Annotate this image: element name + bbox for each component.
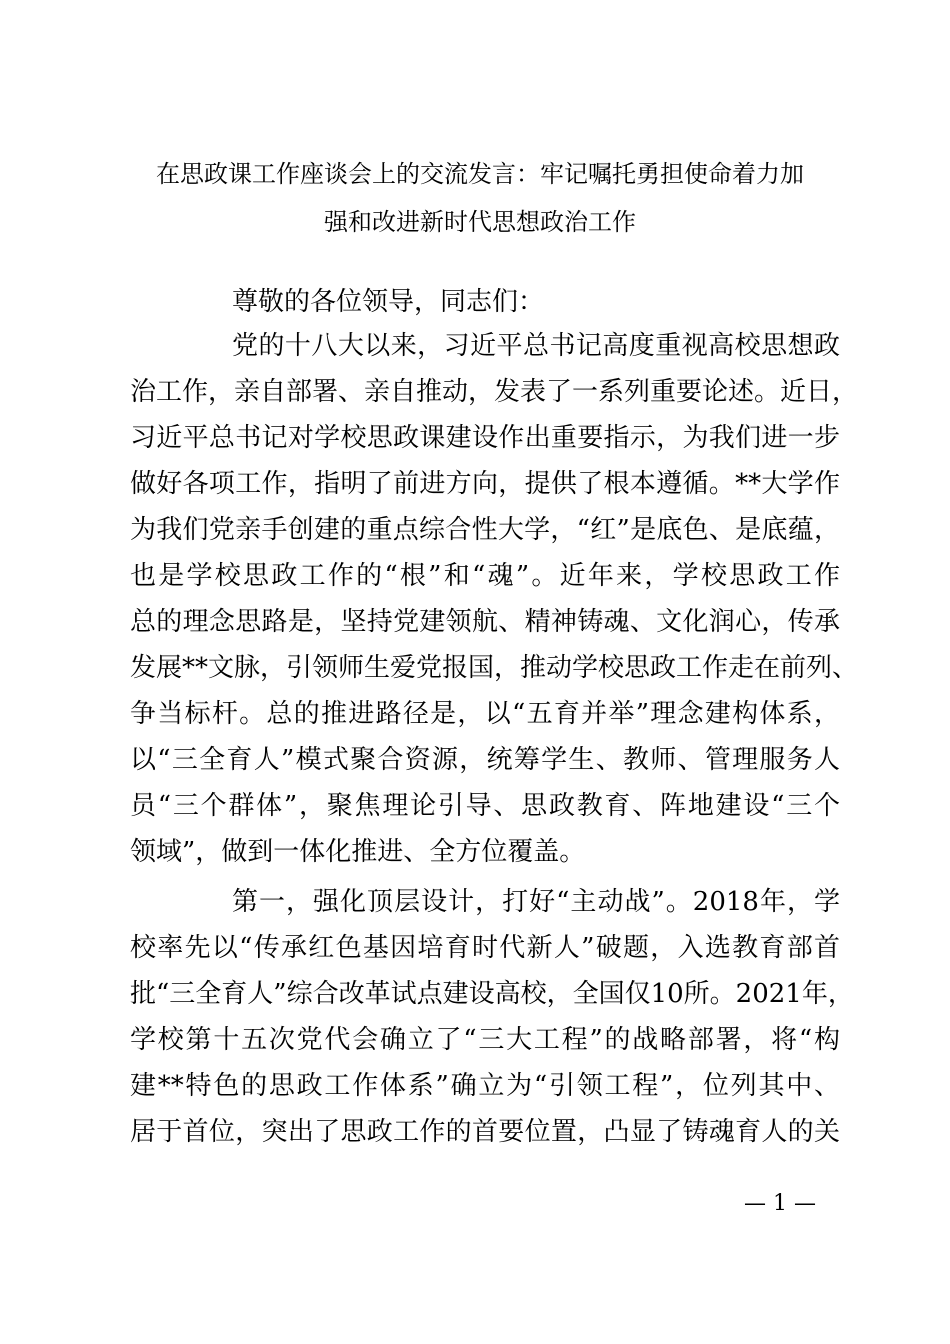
paragraph-line: 第一，强化顶层设计，打好“主动战”。2018年，学 bbox=[232, 887, 840, 917]
paragraph-line: 习近平总书记对学校思政课建设作出重要指示，为我们进一步 bbox=[130, 423, 840, 453]
paragraph-line: 校率先以“传承红色基因培育时代新人”破题，入选教育部首 bbox=[130, 933, 840, 963]
paragraph-line: 批“三全育人”综合改革试点建设高校，全国仅10所。2021年， bbox=[130, 979, 854, 1009]
page-number: — 1 — bbox=[744, 1191, 816, 1216]
paragraph-line: 为我们党亲手创建的重点综合性大学，“红”是底色、是底蕴， bbox=[130, 515, 840, 545]
paragraph-line: 建**特色的思政工作体系”确立为“引领工程”，位列其中、 bbox=[130, 1071, 840, 1101]
paragraph-line: 争当标杆。总的推进路径是，以“五育并举”理念建构体系， bbox=[130, 699, 840, 729]
paragraph-line: 也是学校思政工作的“根”和“魂”。近年来，学校思政工作 bbox=[130, 561, 840, 591]
paragraph-line: 领域”，做到一体化推进、全方位覆盖。 bbox=[130, 837, 586, 867]
paragraph-line: 以“三全育人”模式聚合资源，统筹学生、教师、管理服务人 bbox=[130, 745, 840, 775]
paragraph-line: 居于首位，突出了思政工作的首要位置，凸显了铸魂育人的关 bbox=[130, 1117, 840, 1147]
paragraph-line: 做好各项工作，指明了前进方向，提供了根本遵循。**大学作 bbox=[130, 469, 840, 499]
document-title-line-1: 在思政课工作座谈会上的交流发言：牢记嘱托勇担使命着力加 bbox=[156, 160, 804, 188]
paragraph-line: 总的理念思路是，坚持党建领航、精神铸魂、文化润心，传承 bbox=[130, 607, 840, 637]
salutation: 尊敬的各位领导，同志们： bbox=[232, 287, 545, 317]
paragraph-line: 学校第十五次党代会确立了“三大工程”的战略部署，将“构 bbox=[130, 1025, 840, 1055]
paragraph-line: 发展**文脉，引领师生爱党报国，推动学校思政工作走在前列、 bbox=[130, 653, 859, 683]
paragraph-line: 党的十八大以来，习近平总书记高度重视高校思想政 bbox=[232, 331, 840, 361]
paragraph-line: 员“三个群体”，聚焦理论引导、思政教育、阵地建设“三个 bbox=[130, 791, 840, 821]
paragraph-line: 治工作，亲自部署、亲自推动，发表了一系列重要论述。近日， bbox=[130, 377, 859, 407]
document-title-line-2: 强和改进新时代思想政治工作 bbox=[324, 208, 636, 236]
